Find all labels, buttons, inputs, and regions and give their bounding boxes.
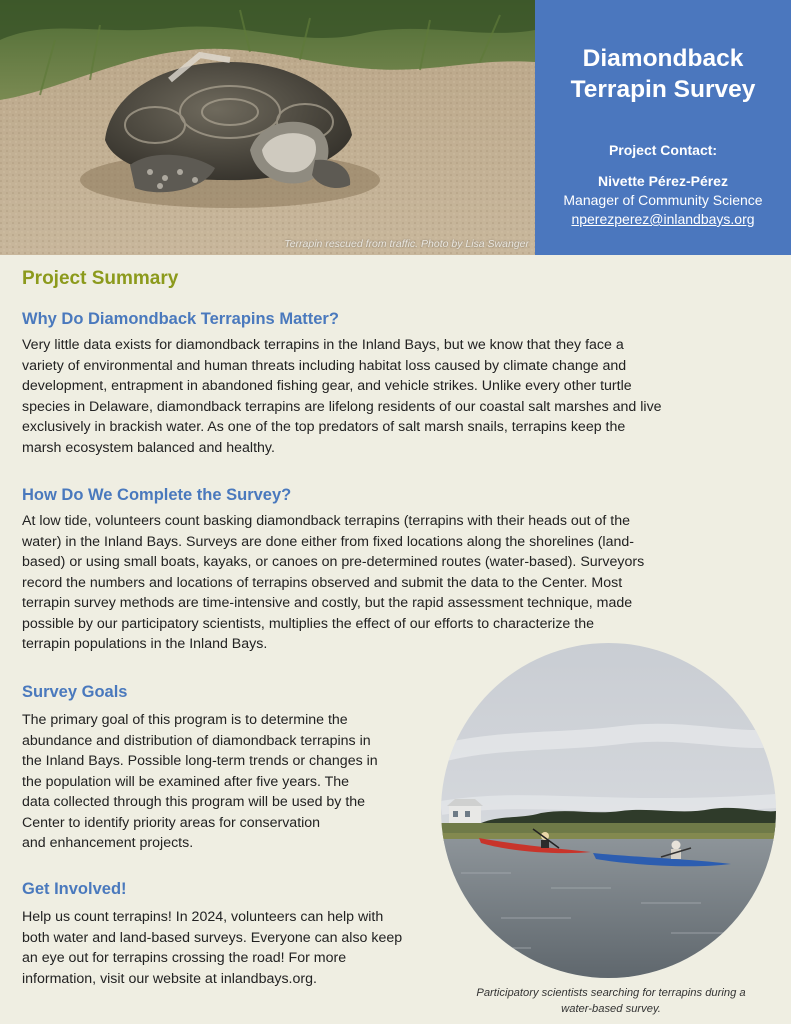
text-line: exclusively in brackish water. As one of the top predators of salt marsh snails, terrapins keep the xyxy=(22,419,626,435)
caption-line: Participatory scientists searching for terrapins during a xyxy=(476,987,746,999)
text-line: terrapin survey methods are time-intensive and costly, but the rapid assessment technique, made xyxy=(22,595,633,611)
section-heading-how-survey: How Do We Complete the Survey? xyxy=(22,486,292,504)
text-line: The primary goal of this program is to determine the xyxy=(22,712,348,728)
text-line: Very little data exists for diamondback terrapins in the Inland Bays, but we know that they face a xyxy=(22,337,624,353)
text-line: record the numbers and locations of terrapins observed and submit the data to the Center. Most xyxy=(22,574,623,591)
text-line: marsh ecosystem balanced and healthy. xyxy=(22,439,275,456)
section-heading-get-involved: Get Involved! xyxy=(22,880,127,898)
section-body-how-survey xyxy=(22,511,734,655)
hero-photo xyxy=(0,0,535,255)
kayak-photo-illustration xyxy=(441,643,776,978)
text-line: and enhancement projects. xyxy=(22,835,194,851)
text-line: water) in the Inland Bays. Surveys are done either from fixed locations along the shorelines (land- xyxy=(22,533,634,550)
section-body-get-involved xyxy=(22,907,442,989)
section-body-survey-goals xyxy=(22,710,432,854)
text-line: At low tide, volunteers count basking diamondback terrapins (terrapins with their heads out of the xyxy=(22,513,631,529)
text-line: development, entrapment in abandoned fishing gear, and vehicle strikes. Unlike every other turtle xyxy=(22,378,632,394)
text-line: Help us count terrapins! In 2024, volunteers can help with xyxy=(22,909,384,925)
text-line: data collected through this program will be used by the xyxy=(22,794,366,810)
text-line: possible by our participatory scientists, multiplies the effect of our efforts to characterize the xyxy=(22,615,594,632)
kayak-photo-caption xyxy=(446,985,776,1017)
contact-panel xyxy=(535,0,791,255)
summary-title: Project Summary xyxy=(22,268,179,289)
contact-email-link[interactable]: nperezperez@inlandbays.org xyxy=(571,211,755,227)
section-heading-why-matter: Why Do Diamondback Terrapins Matter? xyxy=(22,310,339,328)
contact-role: Manager of Community Science xyxy=(563,192,763,208)
terrapin-photo-illustration xyxy=(0,0,535,255)
text-line: variety of environmental and human threats including habitat loss caused by climate change and xyxy=(22,357,627,374)
text-line: information, visit our website at inlandbays.org. xyxy=(22,970,317,987)
text-line: an eye out for terrapins crossing the road! For more xyxy=(22,950,347,966)
caption-line: water-based survey. xyxy=(561,1003,661,1015)
text-line: Center to identify priority areas for conservation xyxy=(22,814,321,831)
text-line: both water and land-based surveys. Everyone can also keep xyxy=(22,929,403,946)
section-heading-survey-goals: Survey Goals xyxy=(22,683,128,701)
contact-name: Nivette Pérez-Pérez xyxy=(598,173,728,189)
text-line: terrapin populations in the Inland Bays. xyxy=(22,636,268,652)
text-line: based) or using small boats, kayaks, or canoes on pre-determined routes (water-based). Surveyors xyxy=(22,554,645,570)
section-body-why-matter xyxy=(22,335,734,458)
text-line: the Inland Bays. Possible long-term trends or changes in xyxy=(22,753,378,769)
contact-label: Project Contact: xyxy=(608,142,718,158)
title-line-2: Terrapin Survey xyxy=(570,76,756,103)
kayak-photo xyxy=(441,643,776,978)
page-title xyxy=(535,43,791,105)
title-line-1: Diamondback xyxy=(582,45,744,72)
text-line: species in Delaware, diamondback terrapins are lifelong residents of our coastal salt marshes and live xyxy=(22,398,662,415)
text-line: the population will be examined after five years. The xyxy=(22,773,350,790)
text-line: abundance and distribution of diamondback terrapins in xyxy=(22,732,371,749)
photo-caption: Terrapin rescued from traffic. Photo by Lisa Swanger xyxy=(284,238,529,250)
